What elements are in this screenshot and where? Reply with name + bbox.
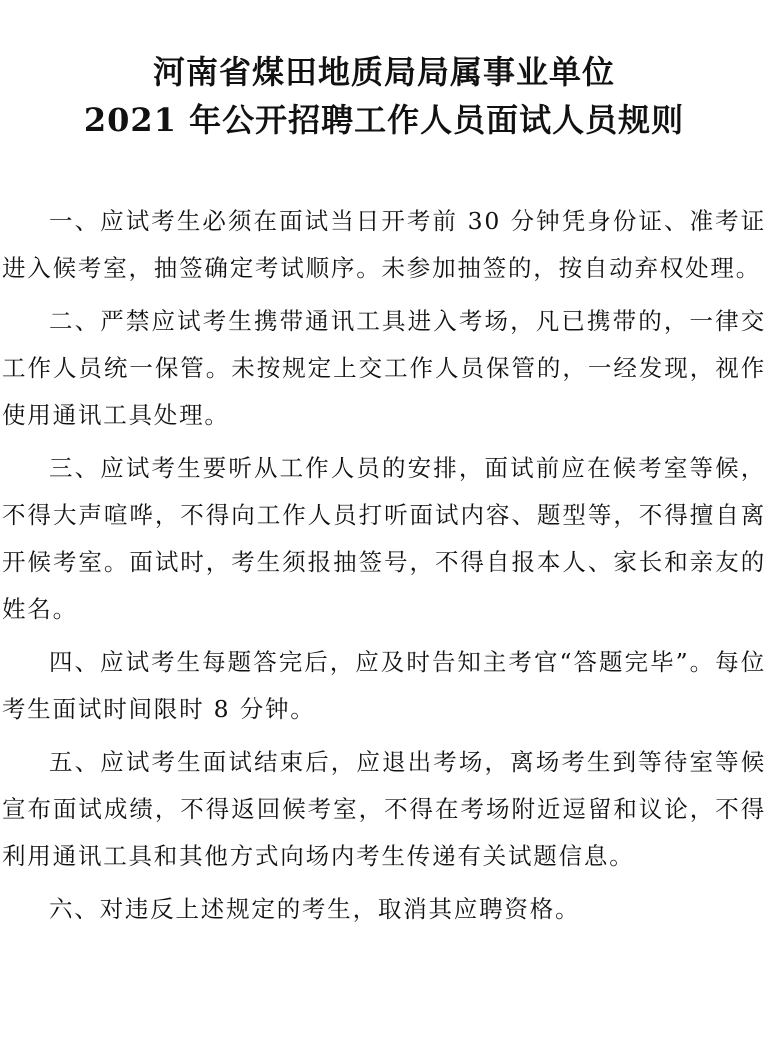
rule-paragraph-5: 五、应试考生面试结束后，应退出考场，离场考生到等待室等候宣布面试成绩，不得返回候考室，不得在考场附近逗留和议论，不得利用通讯工具和其他方式向场内考生传递有关试题信息。 [2, 748, 766, 870]
rule-paragraph-6: 六、对违反上述规定的考生，取消其应聘资格。 [49, 895, 581, 923]
rule-paragraph-4: 四、应试考生每题答完后，应及时告知主考官“答题完毕”。每位考生面试时间限时 8 分钟。 [2, 648, 766, 723]
rule-paragraph-2: 二、严禁应试考生携带通讯工具进入考场，凡已携带的，一律交工作人员统一保管。未按规定上交工作人员保管的，一经发现，视作使用通讯工具处理。 [2, 307, 766, 429]
title-line-2: 2021 年公开招聘工作人员面试人员规则 [83, 101, 685, 139]
document-title [2, 48, 766, 144]
document-body [2, 198, 766, 933]
rule-paragraph-1: 一、应试考生必须在面试当日开考前 30 分钟凭身份证、准考证进入候考室，抽签确定考试顺序。未参加抽签的，按自动弃权处理。 [2, 207, 766, 282]
title-line-1: 河南省煤田地质局局属事业单位 [152, 53, 615, 91]
rule-paragraph-3: 三、应试考生要听从工作人员的安排，面试前应在候考室等候，不得大声喧哗，不得向工作人员打听面试内容、题型等，不得擅自离开候考室。面试时，考生须报抽签号，不得自报本人、家长和亲友的姓名。 [2, 454, 766, 623]
